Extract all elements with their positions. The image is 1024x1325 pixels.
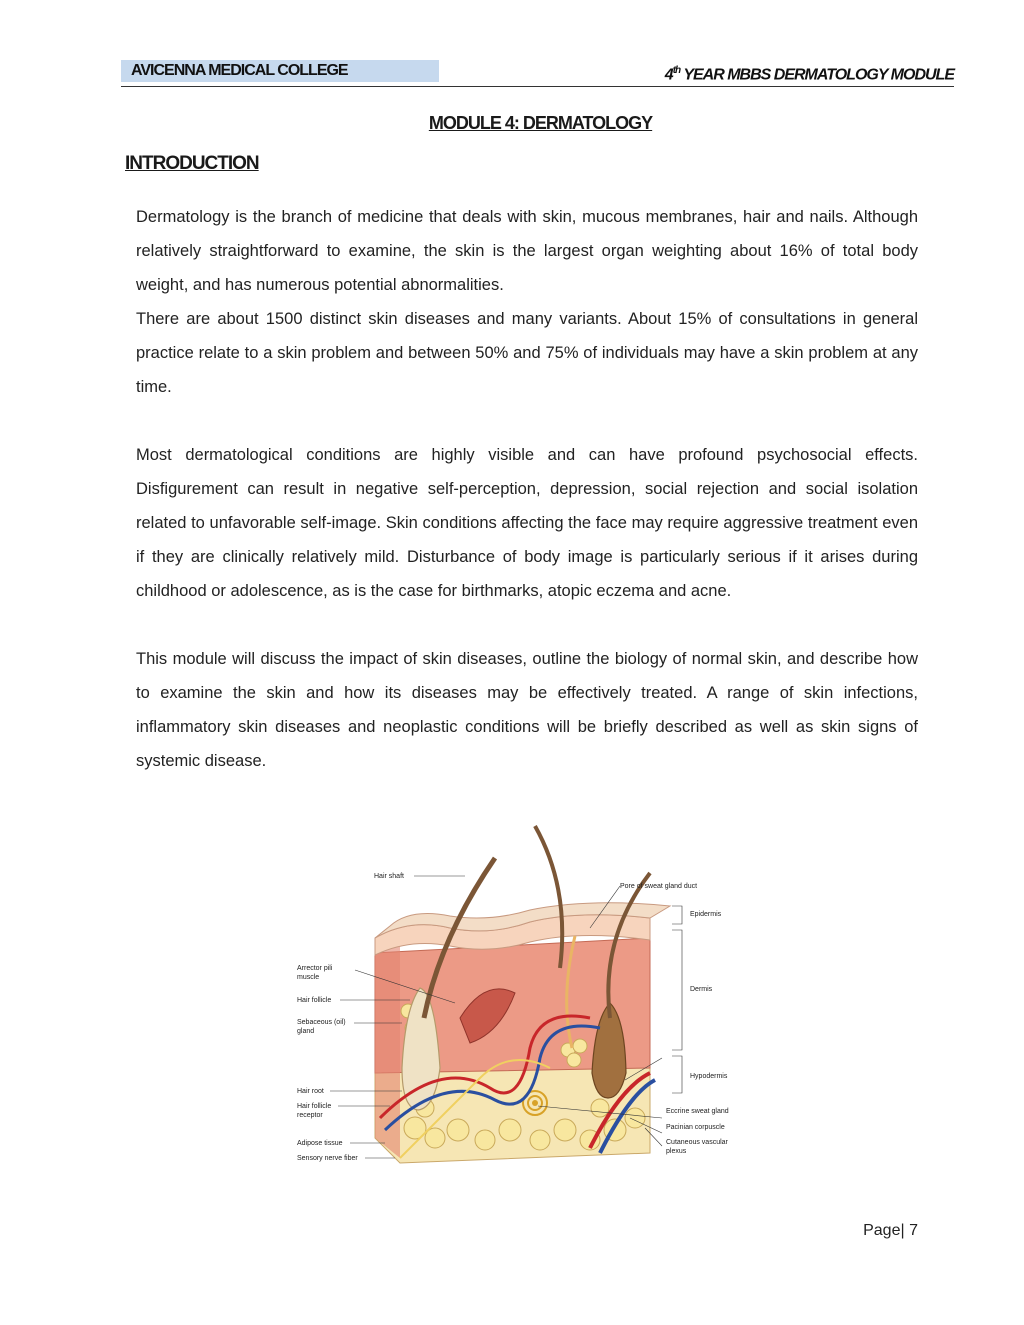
paragraph-1: Dermatology is the branch of medicine that deals with skin, mucous membranes, hair and nails. Although relatively straightforward to examine, the skin is the largest organ weighting about 16% of total body weight, and has numerous potential abnormalities.: [136, 208, 918, 294]
label-sebaceous: Sebaceous (oil): [297, 1019, 346, 1026]
skin-diagram: [290, 818, 740, 1173]
paragraph-3: Most dermatological conditions are highly visible and can have profound psychosocial effects. Disfigurement can result in negative self-perception, depression, social rejection and social isolation related to unfavorable self-image. Skin conditions affecting the face may require aggressive treatment even if they are clinically relatively mild. Disturbance of body image is particularly serious if it arises during childhood or adolescence, as is the case for birthmarks, atopic eczema and acne.: [136, 446, 918, 600]
label-hair-shaft: Hair shaft: [374, 873, 404, 880]
label-adipose-tissue: Adipose tissue: [297, 1140, 343, 1147]
year-suffix: th: [672, 65, 681, 76]
module-header: [665, 60, 954, 86]
label-sensory-nerve: Sensory nerve fiber: [297, 1155, 358, 1162]
year-number: 4: [664, 66, 673, 84]
label-sebaceous-gland: gland: [297, 1028, 315, 1035]
label-hypodermis: Hypodermis: [690, 1073, 728, 1080]
module-header-text: YEAR MBBS DERMATOLOGY MODULE: [683, 66, 954, 84]
page-label: Page: [863, 1222, 901, 1239]
college-name: AVICENNA MEDICAL COLLEGE: [121, 60, 439, 82]
page-number-value: 7: [909, 1222, 918, 1239]
label-receptor: receptor: [297, 1112, 323, 1119]
label-arrector-pili: Arrector pili: [297, 965, 333, 972]
header-rule: [121, 86, 954, 87]
paragraph-4: This module will discuss the impact of skin diseases, outline the biology of normal skin, and describe how to examine the skin and how its diseases may be effectively treated. A range of skin infections, inflammatory skin diseases and neoplastic conditions will be briefly described as well as skin signs of systemic disease.: [136, 650, 918, 770]
label-hair-follicle: Hair follicle: [297, 997, 332, 1004]
label-pore: Pore of sweat gland duct: [620, 883, 698, 890]
skin-anatomy-figure: [290, 818, 740, 1173]
paragraph-2: There are about 1500 distinct skin diseases and many variants. About 15% of consultations in general practice relate to a skin problem and between 50% and 75% of individuals may have a skin problem at any time.: [136, 310, 918, 396]
label-dermis: Dermis: [690, 986, 713, 993]
page-title: MODULE 4: DERMATOLOGY: [428, 113, 653, 133]
label-arrector-muscle: muscle: [297, 974, 320, 981]
body-text: [136, 200, 918, 778]
label-plexus: plexus: [666, 1148, 687, 1155]
label-hair-root: Hair root: [297, 1088, 324, 1095]
section-heading: INTRODUCTION: [125, 153, 259, 174]
label-epidermis: Epidermis: [690, 911, 722, 918]
label-eccrine: Eccrine sweat gland: [666, 1108, 729, 1115]
label-pacinian: Pacinian corpuscle: [666, 1124, 725, 1131]
label-vascular: Cutaneous vascular: [666, 1139, 728, 1146]
page-number: Page| 7: [863, 1222, 918, 1239]
label-hair-follicle-receptor: Hair follicle: [297, 1103, 332, 1110]
